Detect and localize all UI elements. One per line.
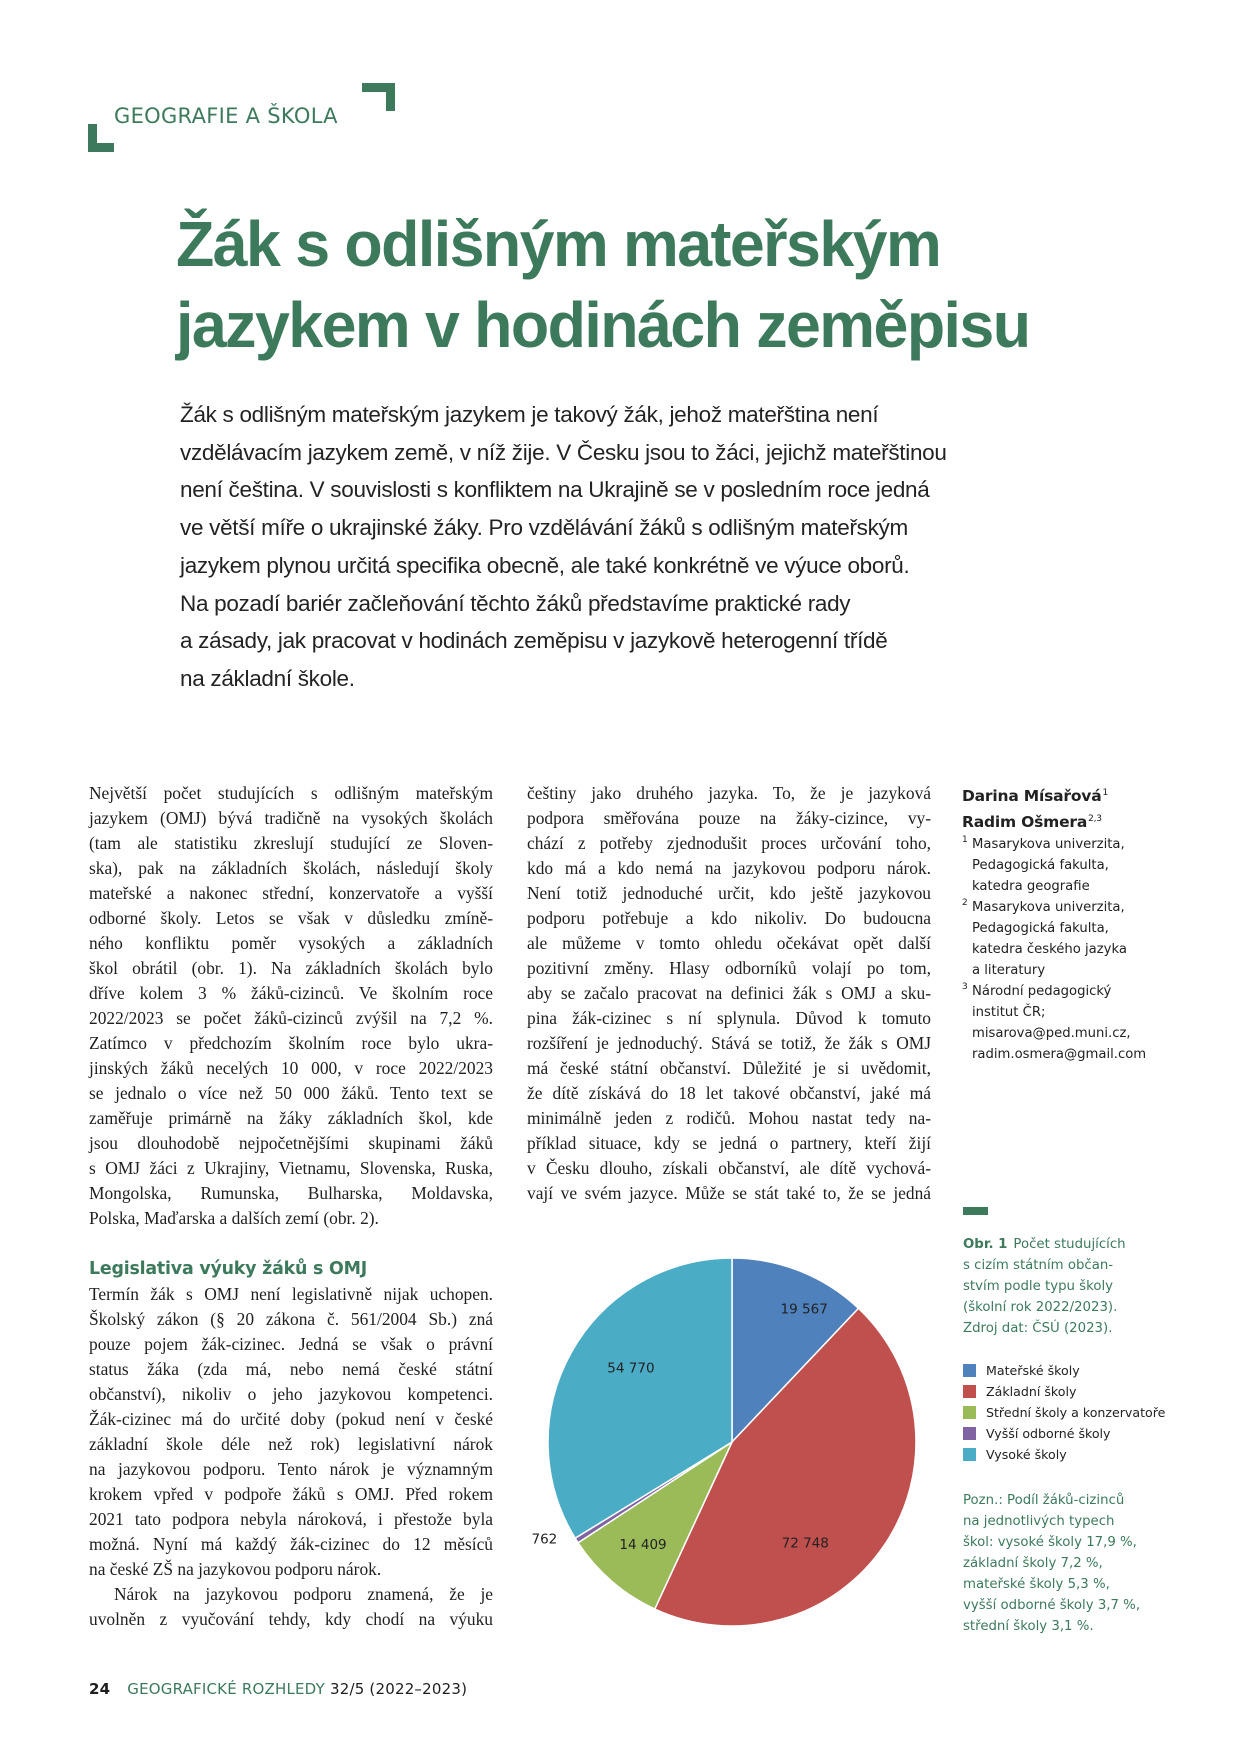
text-line: v Česku dlouho, získali občanství, ale dítě vychová- — [527, 1158, 931, 1178]
note-line: Pozn.: Podíl žáků-cizinců — [963, 1493, 1125, 1508]
legend-swatch — [963, 1364, 976, 1377]
text-line: na jazykovou podporu. Tento nárok je významným — [89, 1459, 493, 1479]
affiliation-marker: 1 — [962, 835, 968, 845]
text-line: zaměřuje primárně na žáky základních škol, kde — [89, 1108, 493, 1128]
legend-label: Základní školy — [986, 1384, 1077, 1399]
text-line: Žák-cizinec má do určité doby (pokud není v české — [89, 1409, 493, 1429]
section-label: GEOGRAFIE A ŠKOLA — [114, 104, 338, 128]
note-line: škol: vysoké školy 17,9 %, — [963, 1535, 1137, 1550]
text-line: chází z potřeby zjednodušit proces určování toho, — [527, 833, 931, 853]
affiliations — [962, 834, 1202, 1065]
text-line: (tam ale statistiku zkreslují studující ze Sloven- — [89, 833, 493, 853]
text-line: ného konfliktu poměr vysokých a základních — [89, 933, 493, 953]
affiliation-line: katedra geografie — [972, 879, 1090, 894]
text-line: Největší počet studujících s odlišným mateřským — [89, 783, 493, 803]
text-line: status žáka (zda má, nebo nemá české státní — [89, 1359, 493, 1379]
journal-name: GEOGRAFICKÉ ROZHLEDY — [127, 1680, 325, 1698]
body-column-left — [89, 781, 493, 1632]
figure-caption — [963, 1234, 1213, 1339]
note-line: na jednotlivých typech — [963, 1514, 1115, 1529]
chart-legend — [963, 1360, 1223, 1465]
legend-item — [963, 1402, 1223, 1423]
note-line: mateřské školy 5,3 %, — [963, 1577, 1110, 1592]
affiliation-line: 1 Masarykova univerzita, — [962, 834, 1202, 855]
text-line: má české státní občanství. Důležité je si uvědomit, — [527, 1058, 931, 1078]
text-line: rozšíření je jednoduchý. Stává se totiž, že žák s OMJ — [527, 1033, 931, 1053]
affiliation-line: institut ČR; — [972, 1005, 1046, 1020]
text-line: občanství), nikoliv o jeho jazykovou kompetenci. — [89, 1384, 493, 1404]
text-line: ale můžeme v tomto ohledu očekávat opět další — [527, 933, 931, 953]
caption-line: Obr. 1 Počet studujících — [963, 1237, 1126, 1252]
legend-label: Mateřské školy — [986, 1363, 1080, 1378]
text-line: že dítě získává do 18 let takové občanství, jaké má — [527, 1083, 931, 1103]
text-line: škol obrátil (obr. 1). Na základních školách bylo — [89, 958, 493, 978]
text-line: uvolněn z vyučování tehdy, kdy chodí na výuku — [89, 1609, 493, 1629]
text-line: Není totiž jednoduché určit, kdo ještě jazykovou — [527, 883, 931, 903]
text-line: Zatímco v předchozím školním roce bylo ukra- — [89, 1033, 493, 1053]
text-line: vají ve svém jazyce. Může se stát také to, že se jedná — [527, 1183, 931, 1203]
legend-label: Vyšší odborné školy — [986, 1426, 1111, 1441]
affiliation-line: katedra českého jazyka — [972, 942, 1127, 957]
body-paragraph — [89, 1282, 493, 1582]
slice-label: 72 748 — [781, 1535, 829, 1552]
affiliation-line: 3 Národní pedagogický — [962, 981, 1202, 1002]
affiliation-line: radim.osmera@gmail.com — [972, 1047, 1147, 1062]
body-column-middle — [527, 781, 931, 1206]
legend-swatch — [963, 1385, 976, 1398]
body-paragraph — [527, 781, 931, 1206]
affiliation-marker: 2 — [962, 898, 968, 908]
text-line: krokem vpřed v podpoře žáků s OMJ. Před rokem — [89, 1484, 493, 1504]
legend-item — [963, 1381, 1223, 1402]
lead-paragraph — [180, 396, 1080, 698]
text-line: jazykem (OMJ) bývá tradičně na vysokých školách — [89, 808, 493, 828]
caption-line: s cizím státním občan- — [963, 1258, 1114, 1273]
text-line: ska), pak na základních školách, následují školy — [89, 858, 493, 878]
text-line: příklad situace, kdy se jedná o partnery, kteří žijí — [527, 1133, 931, 1153]
slice-label: 54 770 — [607, 1360, 655, 1377]
text-line: aby se začalo pracovat na definici žák s OMJ a sku- — [527, 983, 931, 1003]
legend-item — [963, 1444, 1223, 1465]
text-line: pozitivní změny. Hlasy odborníků volají po tom, — [527, 958, 931, 978]
text-line: minimálně jeden z rodičů. Mohou nastat tedy na- — [527, 1108, 931, 1128]
affiliation-line: misarova@ped.muni.cz, — [972, 1026, 1131, 1041]
legend-item — [963, 1360, 1223, 1381]
lead-line: Žák s odlišným mateřským jazykem je takový žák, jehož mateřština není — [180, 402, 879, 427]
text-line: na české ZŠ na jazykovou podporu nárok. — [89, 1559, 382, 1579]
figure-note — [963, 1490, 1223, 1637]
text-line: Nárok na jazykovou podporu znamená, že je — [114, 1584, 493, 1604]
pie-chart — [530, 1240, 940, 1630]
caption-line: (školní rok 2022/2023). — [963, 1300, 1118, 1315]
note-line: střední školy 3,1 %. — [963, 1619, 1094, 1634]
affiliation-line: a literatury — [972, 963, 1046, 978]
pie-chart-svg — [530, 1240, 940, 1630]
author-block — [962, 782, 1202, 1065]
legend-swatch — [963, 1406, 976, 1419]
text-line: s OMJ žáci z Ukrajiny, Vietnamu, Slovenska, Ruska, — [89, 1158, 493, 1178]
lead-line: jazykem plynou určitá specifika obecně, ale také konkrétně ve výuce oborů. — [180, 552, 910, 578]
section-heading: Legislativa výuky žáků s OMJ — [89, 1259, 367, 1279]
text-line: 2021 tato podpora nebyla nároková, i přestože byla — [89, 1509, 493, 1529]
paragraph-gap — [89, 1231, 493, 1257]
page-footer — [89, 1680, 467, 1698]
caption-line: Zdroj dat: ČSÚ (2023). — [963, 1321, 1113, 1336]
figure-number: Obr. 1 — [963, 1237, 1008, 1252]
legend-swatch — [963, 1427, 976, 1440]
lead-line: vzdělávacím jazykem země, v níž žije. V Česku jsou to žáci, jejichž mateřštinou — [180, 439, 947, 465]
figure-marker — [963, 1207, 988, 1215]
text-line: dříve kolem 3 % žáků-cizinců. Ve školním roce — [89, 983, 493, 1003]
affiliation-line: 2 Masarykova univerzita, — [962, 897, 1202, 918]
note-line: vyšší odborné školy 3,7 %, — [963, 1598, 1141, 1613]
slice-label: 19 567 — [780, 1301, 828, 1318]
legend-item — [963, 1423, 1223, 1444]
body-paragraph — [89, 781, 493, 1231]
legend-label: Vysoké školy — [986, 1447, 1067, 1462]
text-line: 2022/2023 se počet žáků-cizinců zvýšil na 7,2 %. — [89, 1008, 493, 1028]
text-line: podpora směřována pouze na žáky-cizince, vy- — [527, 808, 931, 828]
legend-swatch — [963, 1448, 976, 1461]
journal-issue: 32/5 (2022–2023) — [329, 1680, 468, 1698]
text-line: Školský zákon (§ 20 zákona č. 561/2004 Sb.) zná — [89, 1309, 493, 1329]
text-line: jsou dlouhodobě nejpočetnějšími skupinami žáků — [89, 1133, 493, 1153]
article-title — [176, 204, 1166, 366]
title-line: Žák s odlišným mateřským — [176, 208, 941, 280]
lead-line: na základní škole. — [180, 665, 355, 691]
affiliation-line: Pedagogická fakulta, — [972, 858, 1109, 873]
page-number: 24 — [89, 1680, 111, 1698]
text-line: pina žák-cizinec s ní splynula. Důvod k tomuto — [527, 1008, 931, 1028]
text-line: možná. Nyní má každý žák-cizinec do 12 měsíců — [89, 1534, 493, 1554]
text-line: jinských žáků necelých 10 000, v roce 2022/2023 — [89, 1058, 493, 1078]
body-paragraph — [89, 1582, 493, 1632]
text-line: odborné školy. Letos se však v důsledku zmíně- — [89, 908, 493, 928]
slice-label: 14 409 — [619, 1537, 667, 1554]
author-name: Darina Mísařová$^1$ — [962, 787, 1108, 805]
text-line: se jednalo o více než 50 000 žáků. Tento text se — [89, 1083, 493, 1103]
text-line: základní škole déle než rok) legislativní nárok — [89, 1434, 493, 1454]
text-line: češtiny jako druhého jazyka. To, že je jazyková — [527, 783, 931, 803]
title-line: jazykem v hodinách zeměpisu — [176, 289, 1030, 361]
lead-line: a zásady, jak pracovat v hodinách zeměpisu v jazykově heterogenní třídě — [180, 628, 888, 654]
note-line: základní školy 7,2 %, — [963, 1556, 1103, 1571]
bracket-top-right-vertical — [386, 83, 395, 111]
author-name: Radim Ošmera$^{2,3}$ — [962, 813, 1102, 831]
text-line: mateřské a nakonec střední, konzervatoře a vyšší — [89, 883, 493, 903]
section-tag — [0, 0, 420, 160]
lead-line: ve větší míře o ukrajinské žáky. Pro vzdělávání žáků s odlišným mateřským — [180, 515, 908, 541]
affiliation-marker: 3 — [962, 982, 968, 992]
text-line: pouze pojem žák-cizinec. Jedná se však o právní — [89, 1334, 493, 1354]
lead-line: Na pozadí bariér začleňování těchto žáků představíme praktické rady — [180, 590, 851, 616]
caption-line: stvím podle typu školy — [963, 1279, 1114, 1294]
affiliation-line: Pedagogická fakulta, — [972, 921, 1109, 936]
lead-line: není čeština. V souvislosti s konfliktem na Ukrajině se v posledním roce jedná — [180, 477, 930, 503]
slice-label: 762 — [531, 1531, 558, 1548]
text-line: Mongolska, Rumunska, Bulharska, Moldavska, — [89, 1183, 493, 1203]
text-line: Polska, Maďarska a dalších zemí (obr. 2). — [89, 1208, 379, 1228]
bracket-bottom-left-horizontal — [88, 143, 114, 152]
text-line: Termín žák s OMJ není legislativně nijak uchopen. — [89, 1284, 493, 1304]
text-line: podporu potřebuje a kdo nikoliv. Do budoucna — [527, 908, 931, 928]
legend-label: Střední školy a konzervatoře — [986, 1405, 1166, 1420]
text-line: kdo má a kdo nemá na jazykovou podporu nárok. — [527, 858, 931, 878]
